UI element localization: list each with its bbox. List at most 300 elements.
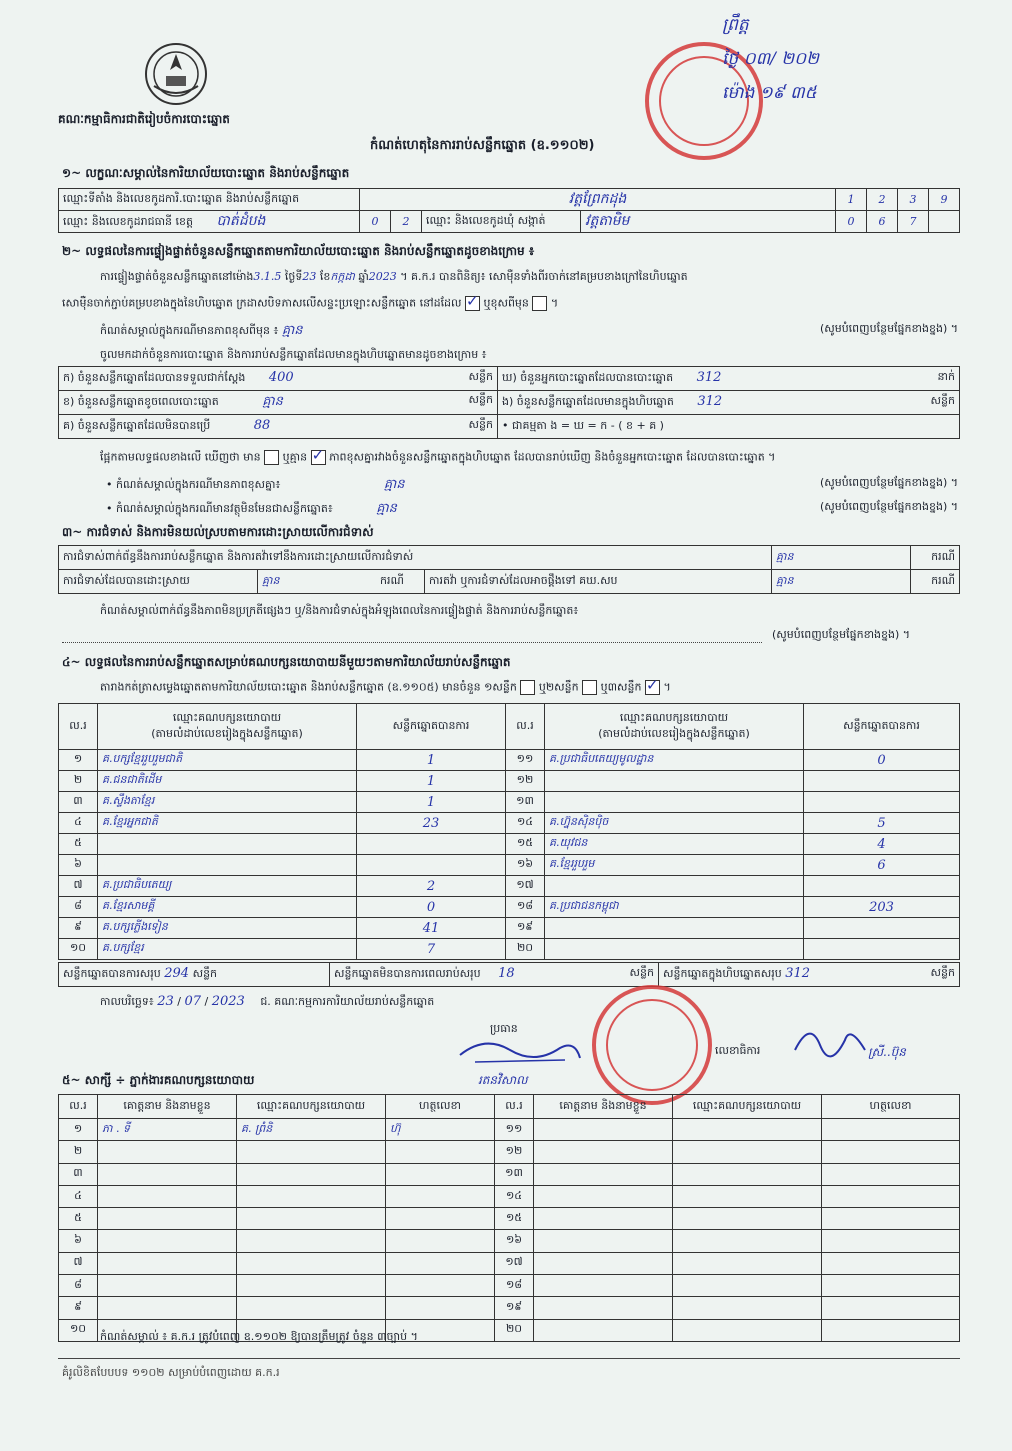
count-d-unit: នាក់ bbox=[937, 370, 955, 383]
count-c bbox=[59, 415, 498, 439]
total-valid bbox=[59, 963, 330, 987]
province-value[interactable]: បាត់ដំបង bbox=[216, 213, 266, 229]
party-votes[interactable]: 7 bbox=[357, 939, 506, 960]
party-votes[interactable]: 6 bbox=[804, 855, 960, 876]
p1-text-b: ថ្ងៃទី bbox=[284, 270, 303, 283]
count-b-value[interactable]: គ្មាន bbox=[262, 394, 283, 409]
col-party-right-title: ឈ្មោះគណបក្សនយោបាយ bbox=[619, 710, 729, 724]
witness-row bbox=[59, 1275, 960, 1297]
verification-paragraph bbox=[100, 270, 960, 286]
witness-name[interactable] bbox=[534, 1141, 673, 1163]
party-no: ១៨ bbox=[506, 897, 545, 918]
official-stamp-bottom bbox=[592, 985, 712, 1105]
witness-party[interactable] bbox=[673, 1319, 822, 1341]
party-name[interactable]: គ.បក្សភ្លើងទៀន bbox=[98, 918, 357, 939]
witness-signature[interactable] bbox=[822, 1319, 960, 1341]
witness-signature[interactable] bbox=[822, 1275, 960, 1297]
section3-title: ៣~ ការជំទាស់ និងការមិនយល់ស្របតាមការដោះស្រាយលើការជំទាស់ bbox=[62, 525, 374, 539]
witness-signature[interactable] bbox=[822, 1297, 960, 1319]
witness-no: ១១ bbox=[495, 1119, 534, 1141]
party-name[interactable] bbox=[545, 771, 804, 792]
witness-party[interactable] bbox=[673, 1275, 822, 1297]
unchanged-checkbox[interactable] bbox=[465, 296, 480, 311]
party-name[interactable] bbox=[545, 918, 804, 939]
commune-code-digit[interactable]: 6 bbox=[867, 211, 898, 233]
count-a-label: ក) ចំនួនសន្លឹកឆ្នោតដែលបានទទួលជាក់ស្ដែង bbox=[63, 371, 246, 384]
commune-code-digit[interactable]: 0 bbox=[836, 211, 867, 233]
date-label: កាលបរិច្ឆេទ៖ bbox=[100, 995, 154, 1008]
party-no: ១៣ bbox=[506, 792, 545, 813]
witness-party[interactable] bbox=[237, 1208, 386, 1230]
p4-text-c: ភាពខុសគ្នារវាងចំនួនសន្លឹកឆ្នោតក្នុងហិបឆ្នោត ដែលបានរាប់ឃើញ និងចំនួនអ្នកបោះឆ្នោត ដែលបានបោះឆ្នោត ។ bbox=[329, 450, 776, 464]
section5-footnote: កំណត់សម្គាល់ ៖ គ.ក.រ ត្រូវបំពេញ ឧ.១១០២ ឱ្យបានត្រឹមត្រូវ ចំនួន ៣ច្បាប់ ។ bbox=[100, 1330, 418, 1343]
witness-party[interactable] bbox=[237, 1252, 386, 1274]
total-invalid-value[interactable]: 18 bbox=[498, 966, 515, 981]
section4-title: ៤~ លទ្ធផលនៃការរាប់សន្លឹកឆ្នោតសម្រាប់គណបក្សនយោបាយនីមួយៗតាមការិយាល័យរាប់សន្លឹកឆ្នោត bbox=[62, 655, 511, 669]
party-name[interactable]: គ.បក្សខ្មែររួបរួមជាតិ bbox=[98, 750, 357, 771]
p1-text-a: ការផ្ទៀងផ្ទាត់ចំនួនសន្លឹកឆ្នោតនៅម៉ោង bbox=[100, 270, 254, 283]
party-no: ២ bbox=[59, 771, 98, 792]
province-code-digit[interactable]: 0 bbox=[360, 211, 391, 233]
witness-party[interactable] bbox=[237, 1163, 386, 1185]
col-party-title: ឈ្មោះគណបក្សនយោបាយ bbox=[172, 710, 282, 724]
witness-no: ១៨ bbox=[495, 1275, 534, 1297]
party-no: ១៦ bbox=[506, 855, 545, 876]
verify-month[interactable]: កក្កដា bbox=[330, 270, 355, 283]
party-votes[interactable]: 2 bbox=[357, 876, 506, 897]
witness-no: ១២ bbox=[495, 1141, 534, 1163]
station-code-digit[interactable]: 2 bbox=[867, 189, 898, 211]
party-name[interactable]: គ.ខ្មែរអ្នកជាតិ bbox=[98, 813, 357, 834]
witness-signature[interactable] bbox=[386, 1275, 495, 1297]
party-no: ១០ bbox=[59, 939, 98, 960]
has-difference-checkbox[interactable] bbox=[264, 450, 279, 465]
count-a-unit: សន្លឹក bbox=[468, 370, 493, 383]
province-code-digit[interactable]: 2 bbox=[391, 211, 422, 233]
bullet1-label: • កំណត់សម្គាល់ក្នុងករណីមានភាពខុសគ្នា៖ bbox=[106, 478, 281, 491]
witness-no: ៩ bbox=[59, 1297, 98, 1319]
objection-table bbox=[58, 545, 960, 594]
w-col-name: គោត្តនាម និងនាមខ្លួន bbox=[98, 1095, 237, 1119]
witness-party[interactable] bbox=[237, 1141, 386, 1163]
party-no: ៤ bbox=[59, 813, 98, 834]
witness-row bbox=[59, 1141, 960, 1163]
witness-party[interactable] bbox=[673, 1185, 822, 1207]
party-no: ២០ bbox=[506, 939, 545, 960]
witness-row bbox=[59, 1252, 960, 1274]
party-no: ១៤ bbox=[506, 813, 545, 834]
witness-signature[interactable] bbox=[822, 1141, 960, 1163]
witness-party[interactable] bbox=[673, 1141, 822, 1163]
seal-paragraph: សោម៉ឺនចាក់ភ្ជាប់គម្របខាងក្នុងនៃហិបឆ្នោត ក្រដាសបិទភាសលើសន្ទះប្រឡោះសន្លឹកឆ្នោត នៅដដែល ✓ ឬខុសពីមុន ។ bbox=[62, 296, 558, 313]
col-no: ល.រ bbox=[59, 704, 98, 750]
section1-table bbox=[58, 188, 960, 233]
note1-label: កំណត់សម្គាល់ក្នុងករណីមានភាពខុសពីមុន ៖ bbox=[100, 324, 279, 337]
party-votes[interactable]: 4 bbox=[804, 834, 960, 855]
witness-no: ១ bbox=[59, 1119, 98, 1141]
witness-signature[interactable] bbox=[386, 1163, 495, 1185]
one-sheet-checkbox[interactable] bbox=[520, 680, 535, 695]
w-col-sign-right: ហត្ថលេខា bbox=[822, 1095, 960, 1119]
total-box bbox=[659, 963, 960, 987]
nec-emblem-icon bbox=[140, 40, 212, 108]
col-party-right-sub: (តាមលំដាប់លេខរៀងក្នុងសន្លឹកឆ្នោត) bbox=[598, 726, 750, 740]
total-box-value[interactable]: 312 bbox=[785, 966, 811, 981]
witness-name[interactable] bbox=[98, 1275, 237, 1297]
row2-label bbox=[59, 211, 360, 233]
col-party bbox=[98, 704, 357, 750]
party-name[interactable]: គ.ប្រជាជនកម្ពុជា bbox=[545, 897, 804, 918]
p3-text: ចូលមកដាក់ចំនួនការបោះឆ្នោត និងការរាប់សន្លឹកឆ្នោតដែលមានក្នុងហិបឆ្នោតមានដូចខាងក្រោម ៖ bbox=[100, 348, 487, 361]
party-votes[interactable]: 1 bbox=[357, 750, 506, 771]
objection-row1-label: ការជំទាស់ពាក់ព័ន្ធនឹងការរាប់សន្លឹកឆ្នោត និងការតវ៉ាទៅនឹងការដោះស្រាយលើការជំទាស់ bbox=[59, 546, 772, 570]
party-name[interactable] bbox=[545, 876, 804, 897]
bullet2-value[interactable]: គ្មាន bbox=[376, 501, 397, 516]
witness-row bbox=[59, 1208, 960, 1230]
section3-note: កំណត់សម្គាល់ពាក់ព័ន្ធនឹងភាពមិនប្រក្រតីផ្សេងៗ ឬ/និងការជំទាស់ក្នុងអំឡុងពេលនៃការផ្ទៀងផ្ទាត់ និងការរាប់សន្លឹកឆ្នោត៖ bbox=[100, 604, 579, 617]
witness-signature[interactable] bbox=[386, 1252, 495, 1274]
witness-no: ៧ bbox=[59, 1252, 98, 1274]
party-name[interactable] bbox=[545, 792, 804, 813]
committee-name: គណៈកម្មាធិការជាតិរៀបចំការបោះឆ្នោត bbox=[58, 112, 230, 126]
appeal-value[interactable]: គ្មាន bbox=[772, 570, 911, 594]
resolved-value[interactable]: គ្មាន bbox=[258, 570, 377, 594]
party-votes[interactable]: 1 bbox=[357, 771, 506, 792]
commune-value[interactable]: វត្តតាមិម bbox=[581, 211, 836, 233]
bullet1-value[interactable]: គ្មាន bbox=[383, 477, 405, 492]
party-name[interactable] bbox=[98, 855, 357, 876]
commune-label: ឈ្មោះ និងលេខកូដឃុំ សង្កាត់ bbox=[422, 211, 581, 233]
chair-label: ប្រធាន bbox=[490, 1022, 518, 1035]
witness-row bbox=[59, 1185, 960, 1207]
witness-no: ២ bbox=[59, 1141, 98, 1163]
witness-signature[interactable] bbox=[822, 1119, 960, 1141]
w-col-name-right: គោត្តនាម និងនាមខ្លួន bbox=[534, 1095, 673, 1119]
count-b-label: ខ) ចំនួនសន្លឹកឆ្នោតខូចពេលបោះឆ្នោត bbox=[63, 395, 219, 408]
count-a-value[interactable]: 400 bbox=[268, 370, 294, 385]
count-e-label: ង) ចំនួនសន្លឹកឆ្នោតដែលមានក្នុងហិបឆ្នោត bbox=[502, 395, 674, 408]
form-bottom-note: គំរូលិខិតបែបបទ ១១០២ សម្រាប់បំពេញដោយ គ.ក.រ bbox=[62, 1366, 280, 1379]
row1-label: ឈ្មោះទីតាំង និងលេខកូដការិ.បោះឆ្នោត និងរាប់សន្លឹកឆ្នោត bbox=[59, 189, 360, 211]
bullet1-line bbox=[106, 476, 958, 495]
party-votes[interactable]: 1 bbox=[357, 792, 506, 813]
witness-party[interactable] bbox=[673, 1230, 822, 1252]
witness-name[interactable] bbox=[98, 1297, 237, 1319]
station-code-digit[interactable]: 3 bbox=[898, 189, 929, 211]
count-e-value[interactable]: 312 bbox=[697, 394, 723, 409]
party-name[interactable] bbox=[98, 834, 357, 855]
party-votes[interactable] bbox=[357, 834, 506, 855]
witness-signature[interactable] bbox=[822, 1252, 960, 1274]
party-name[interactable] bbox=[545, 939, 804, 960]
party-results-table bbox=[58, 703, 960, 960]
count-c-value[interactable]: 88 bbox=[253, 418, 271, 433]
verify-day[interactable]: 23 bbox=[302, 270, 317, 283]
witness-no: ១៤ bbox=[495, 1185, 534, 1207]
count-d bbox=[498, 367, 960, 391]
p1-text-c: ខែ bbox=[319, 270, 331, 283]
party-no: ១១ bbox=[506, 750, 545, 771]
witness-party[interactable] bbox=[237, 1230, 386, 1252]
party-votes[interactable]: 203 bbox=[804, 897, 960, 918]
count-d-value[interactable]: 312 bbox=[696, 370, 722, 385]
party-votes[interactable] bbox=[804, 792, 960, 813]
witness-no: ៣ bbox=[59, 1163, 98, 1185]
party-name[interactable]: គ.ប្រជាធិបតេយ្យមូលដ្ឋាន bbox=[545, 750, 804, 771]
three-sheet-checkbox[interactable] bbox=[645, 680, 660, 695]
party-votes[interactable] bbox=[804, 939, 960, 960]
party-row bbox=[59, 813, 960, 834]
witness-name[interactable] bbox=[534, 1208, 673, 1230]
note-dotted-line bbox=[62, 642, 762, 643]
witness-signature[interactable] bbox=[822, 1163, 960, 1185]
count-formula: • ជាគម្មតា ង = ឃ = ក - ( ខ + គ ) bbox=[498, 415, 960, 439]
party-no: ១៩ bbox=[506, 918, 545, 939]
witness-signature[interactable] bbox=[386, 1230, 495, 1252]
tally-sheet-line: តារាងកត់ត្រាសម្លេងឆ្នោតតាមការិយាល័យបោះឆ្នោត និងរាប់សន្លឹកឆ្នោត (ឧ.១១០៥) មានចំនួន ១សន្លឹក ឬ២សន្លឹក ឬ៣សន្លឹក ✓ ។ bbox=[100, 680, 671, 697]
total-box-unit: សន្លឹក bbox=[930, 966, 955, 979]
two-sheet-checkbox[interactable] bbox=[582, 680, 597, 695]
party-votes[interactable]: 23 bbox=[357, 813, 506, 834]
party-no: ៩ bbox=[59, 918, 98, 939]
bullet1-suffix: (សូមបំពេញបន្ថែមផ្នែកខាងខ្នង) ។ bbox=[819, 476, 958, 489]
witness-signature[interactable] bbox=[822, 1208, 960, 1230]
p4-text-b: ឬគ្មាន bbox=[282, 450, 308, 464]
objection-row1-value[interactable]: គ្មាន bbox=[772, 546, 911, 570]
party-name[interactable]: គ.ប្រជាធិបតេយ្យ bbox=[98, 876, 357, 897]
witness-name[interactable] bbox=[534, 1119, 673, 1141]
party-name[interactable]: គ.ស្ទឹងតាខ្មែរ bbox=[98, 792, 357, 813]
witness-signature[interactable] bbox=[822, 1185, 960, 1207]
witness-name[interactable] bbox=[534, 1252, 673, 1274]
witness-name[interactable] bbox=[534, 1185, 673, 1207]
total-valid-label: សន្លឹកឆ្នោតបានការសរុប bbox=[63, 967, 161, 980]
witness-no: ១៦ bbox=[495, 1230, 534, 1252]
party-no: ១ bbox=[59, 750, 98, 771]
count-e bbox=[498, 391, 960, 415]
tally-intro-3: ឬ៣សន្លឹក bbox=[600, 680, 642, 694]
section3-note-suffix: (សូមបំពេញបន្ថែមផ្នែកខាងខ្នង) ។ bbox=[772, 628, 911, 641]
col-votes-right: សន្លឹកឆ្នោតបានការ bbox=[804, 704, 960, 750]
witness-party[interactable] bbox=[237, 1185, 386, 1207]
resolved-unit: ករណី bbox=[376, 570, 425, 594]
total-invalid-label: សន្លឹកឆ្នោតមិនបានការពេលរាប់សរុប bbox=[334, 967, 481, 980]
witness-party[interactable] bbox=[673, 1163, 822, 1185]
party-row bbox=[59, 939, 960, 960]
party-row bbox=[59, 918, 960, 939]
party-votes[interactable]: 5 bbox=[804, 813, 960, 834]
date-month[interactable]: 07 bbox=[184, 994, 202, 1009]
party-name[interactable]: គ.ខ្មែររួបរួម bbox=[545, 855, 804, 876]
witness-name[interactable] bbox=[98, 1141, 237, 1163]
witness-party[interactable] bbox=[673, 1297, 822, 1319]
p1-text-d: ឆ្នាំ bbox=[358, 270, 369, 283]
col-party-right bbox=[545, 704, 804, 750]
witness-signature[interactable] bbox=[386, 1208, 495, 1230]
witness-no: ១៧ bbox=[495, 1252, 534, 1274]
station-name-value[interactable]: វត្តព្រែកដុង bbox=[360, 189, 836, 211]
party-votes[interactable]: 0 bbox=[357, 897, 506, 918]
party-votes[interactable]: 41 bbox=[357, 918, 506, 939]
party-row bbox=[59, 771, 960, 792]
witness-no: ១០ bbox=[59, 1319, 98, 1341]
witness-no: ១៥ bbox=[495, 1208, 534, 1230]
section2-title: ២~ លទ្ធផលនៃការផ្ទៀងផ្ទាត់ចំនួនសន្លឹកឆ្នោតតាមការិយាល័យបោះឆ្នោត និងរាប់សន្លឹកឆ្នោតដូចខាងក្រោម ៖ bbox=[62, 244, 535, 258]
chair-signature-icon bbox=[455, 1030, 585, 1070]
note1-value[interactable]: គ្មាន bbox=[281, 323, 303, 338]
total-valid-value[interactable]: 294 bbox=[164, 966, 190, 981]
party-row bbox=[59, 876, 960, 897]
party-no: ៧ bbox=[59, 876, 98, 897]
witness-name[interactable] bbox=[98, 1163, 237, 1185]
party-no: ១៧ bbox=[506, 876, 545, 897]
chair-name[interactable]: រតនវិសាល bbox=[478, 1073, 528, 1087]
party-no: ១២ bbox=[506, 771, 545, 792]
receipt-handwritten-note: ព្រឹត្ត ថ្ងៃ ០៣/ ២០២ ម៉ោង ១៩ ៣៥ bbox=[722, 15, 820, 103]
footer-rule bbox=[58, 1358, 960, 1359]
secretary-name[interactable]: ស្រី..ប៊ុន bbox=[868, 1045, 906, 1059]
count-a bbox=[59, 367, 498, 391]
party-row bbox=[59, 834, 960, 855]
date-line: កាលបរិច្ឆេទ៖ 23 / 07 / 2023 ជ. គណៈកម្មការការិយាល័យរាប់សន្លឹកឆ្នោត bbox=[100, 994, 435, 1009]
totals-row bbox=[58, 962, 960, 987]
witness-name[interactable] bbox=[534, 1275, 673, 1297]
witness-name[interactable] bbox=[534, 1319, 673, 1341]
witness-name[interactable] bbox=[534, 1230, 673, 1252]
discrepancy-line bbox=[100, 450, 775, 467]
verify-time[interactable]: 3.1.5 bbox=[253, 270, 282, 283]
witness-party[interactable] bbox=[673, 1252, 822, 1274]
party-no: ៦ bbox=[59, 855, 98, 876]
witness-no: ១៣ bbox=[495, 1163, 534, 1185]
section1-title: ១~ លក្ខណៈសម្គាល់នៃការិយាល័យបោះឆ្នោត និងរាប់សន្លឹកឆ្នោត bbox=[62, 166, 350, 180]
witness-party[interactable] bbox=[673, 1119, 822, 1141]
col-votes: សន្លឹកឆ្នោតបានការ bbox=[357, 704, 506, 750]
party-votes[interactable] bbox=[357, 855, 506, 876]
witness-name[interactable] bbox=[98, 1230, 237, 1252]
party-row bbox=[59, 897, 960, 918]
changed-checkbox[interactable] bbox=[532, 296, 547, 311]
count-c-unit: សន្លឹក bbox=[468, 418, 493, 431]
witness-no: ៦ bbox=[59, 1230, 98, 1252]
witness-name[interactable] bbox=[98, 1185, 237, 1207]
date-day[interactable]: 23 bbox=[157, 994, 174, 1009]
witness-party[interactable]: គ. ព្រំនិ bbox=[237, 1119, 386, 1141]
witness-no: ៥ bbox=[59, 1208, 98, 1230]
witness-row bbox=[59, 1230, 960, 1252]
witness-signature[interactable]: ហ៊ុ bbox=[386, 1119, 495, 1141]
witness-name[interactable] bbox=[98, 1208, 237, 1230]
party-name[interactable]: គ.បក្សខ្មែរ bbox=[98, 939, 357, 960]
party-votes[interactable] bbox=[804, 876, 960, 897]
witness-signature[interactable] bbox=[386, 1141, 495, 1163]
w-col-no-right: ល.រ bbox=[495, 1095, 534, 1119]
witness-name[interactable] bbox=[534, 1163, 673, 1185]
count-e-unit: សន្លឹក bbox=[930, 394, 955, 407]
station-code-digit[interactable]: 1 bbox=[836, 189, 867, 211]
province-label: ឈ្មោះ និងលេខកូដរាជធានី ខេត្ត bbox=[63, 215, 193, 228]
party-name[interactable]: គ.ខ្មែរសាមគ្គី bbox=[98, 897, 357, 918]
total-valid-unit: សន្លឹក bbox=[192, 967, 218, 980]
commune-code-digit[interactable]: 7 bbox=[898, 211, 929, 233]
witness-party[interactable] bbox=[237, 1297, 386, 1319]
col-party-sub: (តាមលំដាប់លេខរៀងក្នុងសន្លឹកឆ្នោត) bbox=[151, 726, 303, 740]
witness-no: ៤ bbox=[59, 1185, 98, 1207]
witness-no: ១៩ bbox=[495, 1297, 534, 1319]
count-c-label: គ) ចំនួនសន្លឹកឆ្នោតដែលមិនបានប្រើ bbox=[63, 419, 211, 432]
witness-signature[interactable] bbox=[386, 1185, 495, 1207]
w-col-sign: ហត្ថលេខា bbox=[386, 1095, 495, 1119]
verify-year[interactable]: 2023 bbox=[368, 270, 397, 283]
party-no: ១៥ bbox=[506, 834, 545, 855]
note1-suffix: (សូមបំពេញបន្ថែមផ្នែកខាងខ្នង) ។ bbox=[819, 322, 958, 335]
witness-row bbox=[59, 1163, 960, 1185]
objection-row1-unit: ករណី bbox=[911, 546, 960, 570]
count-b-unit: សន្លឹក bbox=[468, 393, 493, 406]
tally-intro: តារាងកត់ត្រាសម្លេងឆ្នោតតាមការិយាល័យបោះឆ្នោត និងរាប់សន្លឹកឆ្នោត (ឧ.១១០៥) មានចំនួន ១សន្លឹក bbox=[100, 680, 517, 694]
party-row bbox=[59, 792, 960, 813]
party-name[interactable]: គ.ជនជាតិដើម bbox=[98, 771, 357, 792]
bullet2-label: • កំណត់សម្គាល់ក្នុងករណីមានវត្ថុមិនមែនជាសន្លឹកឆ្នោត៖ bbox=[106, 502, 333, 515]
tally-intro-2: ឬ២សន្លឹក bbox=[538, 680, 579, 694]
witness-party[interactable] bbox=[237, 1275, 386, 1297]
p4-text-a: ផ្អែកតាមលទ្ធផលខាងលើ ឃើញថា មាន bbox=[100, 450, 261, 464]
p2-or-text: ឬខុសពីមុន bbox=[483, 296, 529, 310]
party-row bbox=[59, 855, 960, 876]
witness-signature[interactable] bbox=[822, 1230, 960, 1252]
form-title: កំណត់ហេតុនៃការរាប់សន្លឹកឆ្នោត (ឧ.១១០២) bbox=[370, 138, 595, 153]
witness-name[interactable] bbox=[534, 1297, 673, 1319]
party-name[interactable]: គ.យុវជន bbox=[545, 834, 804, 855]
appeal-label: ការតវ៉ា ឬការជំទាស់ដែលអាចផ្ដឹងទៅ គឃ.សប bbox=[425, 570, 772, 594]
ballot-count-table bbox=[58, 366, 960, 439]
empty-cell bbox=[929, 211, 960, 233]
party-votes[interactable]: 0 bbox=[804, 750, 960, 771]
witness-row bbox=[59, 1297, 960, 1319]
w-col-party-right: ឈ្មោះគណបក្សនយោបាយ bbox=[673, 1095, 822, 1119]
station-code-digit[interactable]: 9 bbox=[929, 189, 960, 211]
w-col-no: ល.រ bbox=[59, 1095, 98, 1119]
party-no: ៣ bbox=[59, 792, 98, 813]
witness-no: ២០ bbox=[495, 1319, 534, 1341]
witness-row bbox=[59, 1119, 960, 1141]
witness-party[interactable] bbox=[673, 1208, 822, 1230]
bullet2-suffix: (សូមបំពេញបន្ថែមផ្នែកខាងខ្នង) ។ bbox=[819, 500, 958, 513]
no-difference-checkbox[interactable] bbox=[311, 450, 326, 465]
witness-name[interactable] bbox=[98, 1252, 237, 1274]
total-invalid-unit: សន្លឹក bbox=[629, 966, 654, 979]
party-no: ៨ bbox=[59, 897, 98, 918]
party-votes[interactable] bbox=[804, 918, 960, 939]
p1-text-e: ។ គ.ក.រ បានពិនិត្យ៖ សោម៉ឺនទាំងពីរចាក់នៅគម្របខាងក្រៅនៃហិបឆ្នោត bbox=[400, 270, 688, 283]
party-row bbox=[59, 750, 960, 771]
witness-table bbox=[58, 1094, 960, 1342]
party-votes[interactable] bbox=[804, 771, 960, 792]
appeal-unit: ករណី bbox=[911, 570, 960, 594]
witness-signature[interactable] bbox=[386, 1297, 495, 1319]
counting-committee-label: ជ. គណៈកម្មការការិយាល័យរាប់សន្លឹកឆ្នោត bbox=[260, 995, 435, 1008]
witness-name[interactable]: ភា . ទី bbox=[98, 1119, 237, 1141]
party-name[interactable]: គ.ហ្វ៊ុនស៊ិនប៉ិច bbox=[545, 813, 804, 834]
secretary-signature-icon bbox=[790, 1020, 870, 1060]
bullet2-line bbox=[106, 500, 958, 519]
date-year[interactable]: 2023 bbox=[211, 994, 245, 1009]
total-box-label: សន្លឹកឆ្នោតក្នុងហិបឆ្នោតសរុប bbox=[663, 967, 782, 980]
secretary-label: លេខាធិការ bbox=[715, 1044, 761, 1057]
witness-no: ៨ bbox=[59, 1275, 98, 1297]
total-invalid bbox=[330, 963, 659, 987]
col-no-right: ល.រ bbox=[506, 704, 545, 750]
